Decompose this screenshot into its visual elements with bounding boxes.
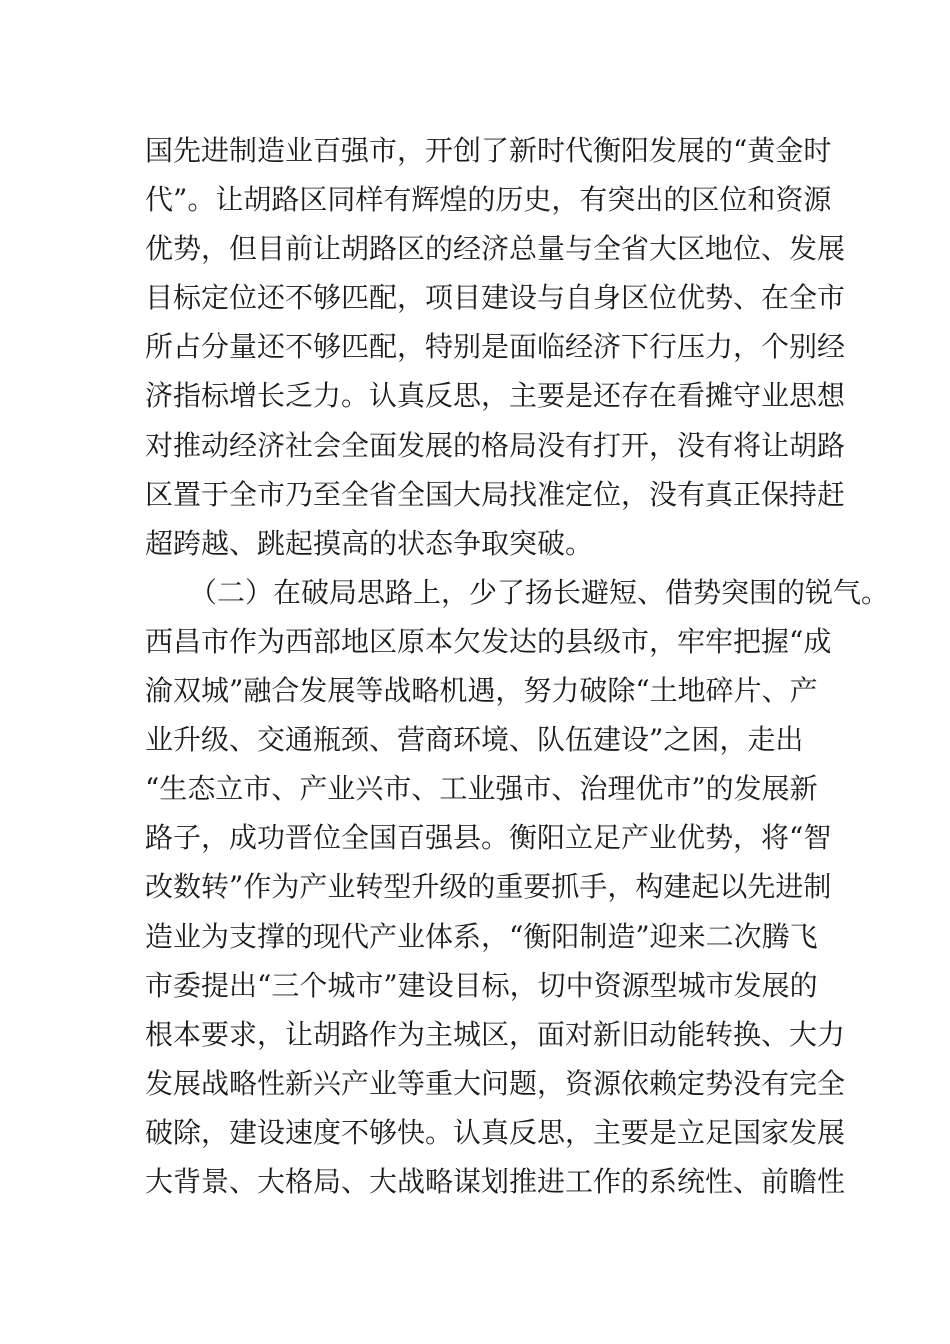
text-line: 西昌市作为西部地区原本欠发达的县级市，牢牢把握“成: [145, 624, 832, 658]
text-line: 区置于全市乃至全省全国大局找准定位，没有真正保持赶: [145, 477, 846, 511]
text-line: 破除，建设速度不够快。认真反思，主要是立足国家发展: [145, 1115, 846, 1149]
text-line: 造业为支撑的现代产业体系，“衡阳制造”迎来二次腾飞: [145, 919, 818, 953]
text-line: 渝双城”融合发展等战略机遇，努力破除“土地碎片、产: [145, 674, 818, 708]
text-line: 代”。让胡路区同样有辉煌的历史，有突出的区位和资源: [145, 183, 832, 217]
text-line: 大背景、大格局、大战略谋划推进工作的系统性、前瞻性: [145, 1164, 846, 1198]
text-line: “生态立市、产业兴市、工业强市、治理优市”的发展新: [145, 772, 818, 806]
text-line: 优势，但目前让胡路区的经济总量与全省大区地位、发展: [145, 232, 846, 266]
text-line: 业升级、交通瓶颈、营商环境、队伍建设”之困，走出: [145, 723, 804, 757]
text-line: 所占分量还不够匹配，特别是面临经济下行压力，个别经: [145, 330, 846, 364]
text-line: 国先进制造业百强市，开创了新时代衡阳发展的“黄金时: [145, 134, 832, 167]
text-line: 市委提出“三个城市”建设目标，切中资源型城市发展的: [145, 968, 818, 1002]
text-line: 改数转”作为产业转型升级的重要抓手，构建起以先进制: [145, 870, 832, 904]
text-line: 济指标增长乏力。认真反思，主要是还存在看摊守业思想: [145, 379, 846, 413]
text-line: 目标定位还不够匹配，项目建设与自身区位优势、在全市: [145, 281, 846, 315]
section-heading-line: （二）在破局思路上，少了扬长避短、借势突围的锐气。: [189, 575, 890, 609]
text-line: 对推动经济社会全面发展的格局没有打开，没有将让胡路: [145, 428, 846, 462]
text-line: 根本要求，让胡路作为主城区，面对新旧动能转换、大力: [145, 1017, 846, 1051]
text-line: 路子，成功晋位全国百强县。衡阳立足产业优势，将“智: [145, 821, 832, 855]
text-line: 超跨越、跳起摸高的状态争取突破。: [145, 526, 594, 560]
text-line: 发展战略性新兴产业等重大问题，资源依赖定势没有完全: [145, 1066, 846, 1100]
document-body: [145, 126, 890, 1206]
